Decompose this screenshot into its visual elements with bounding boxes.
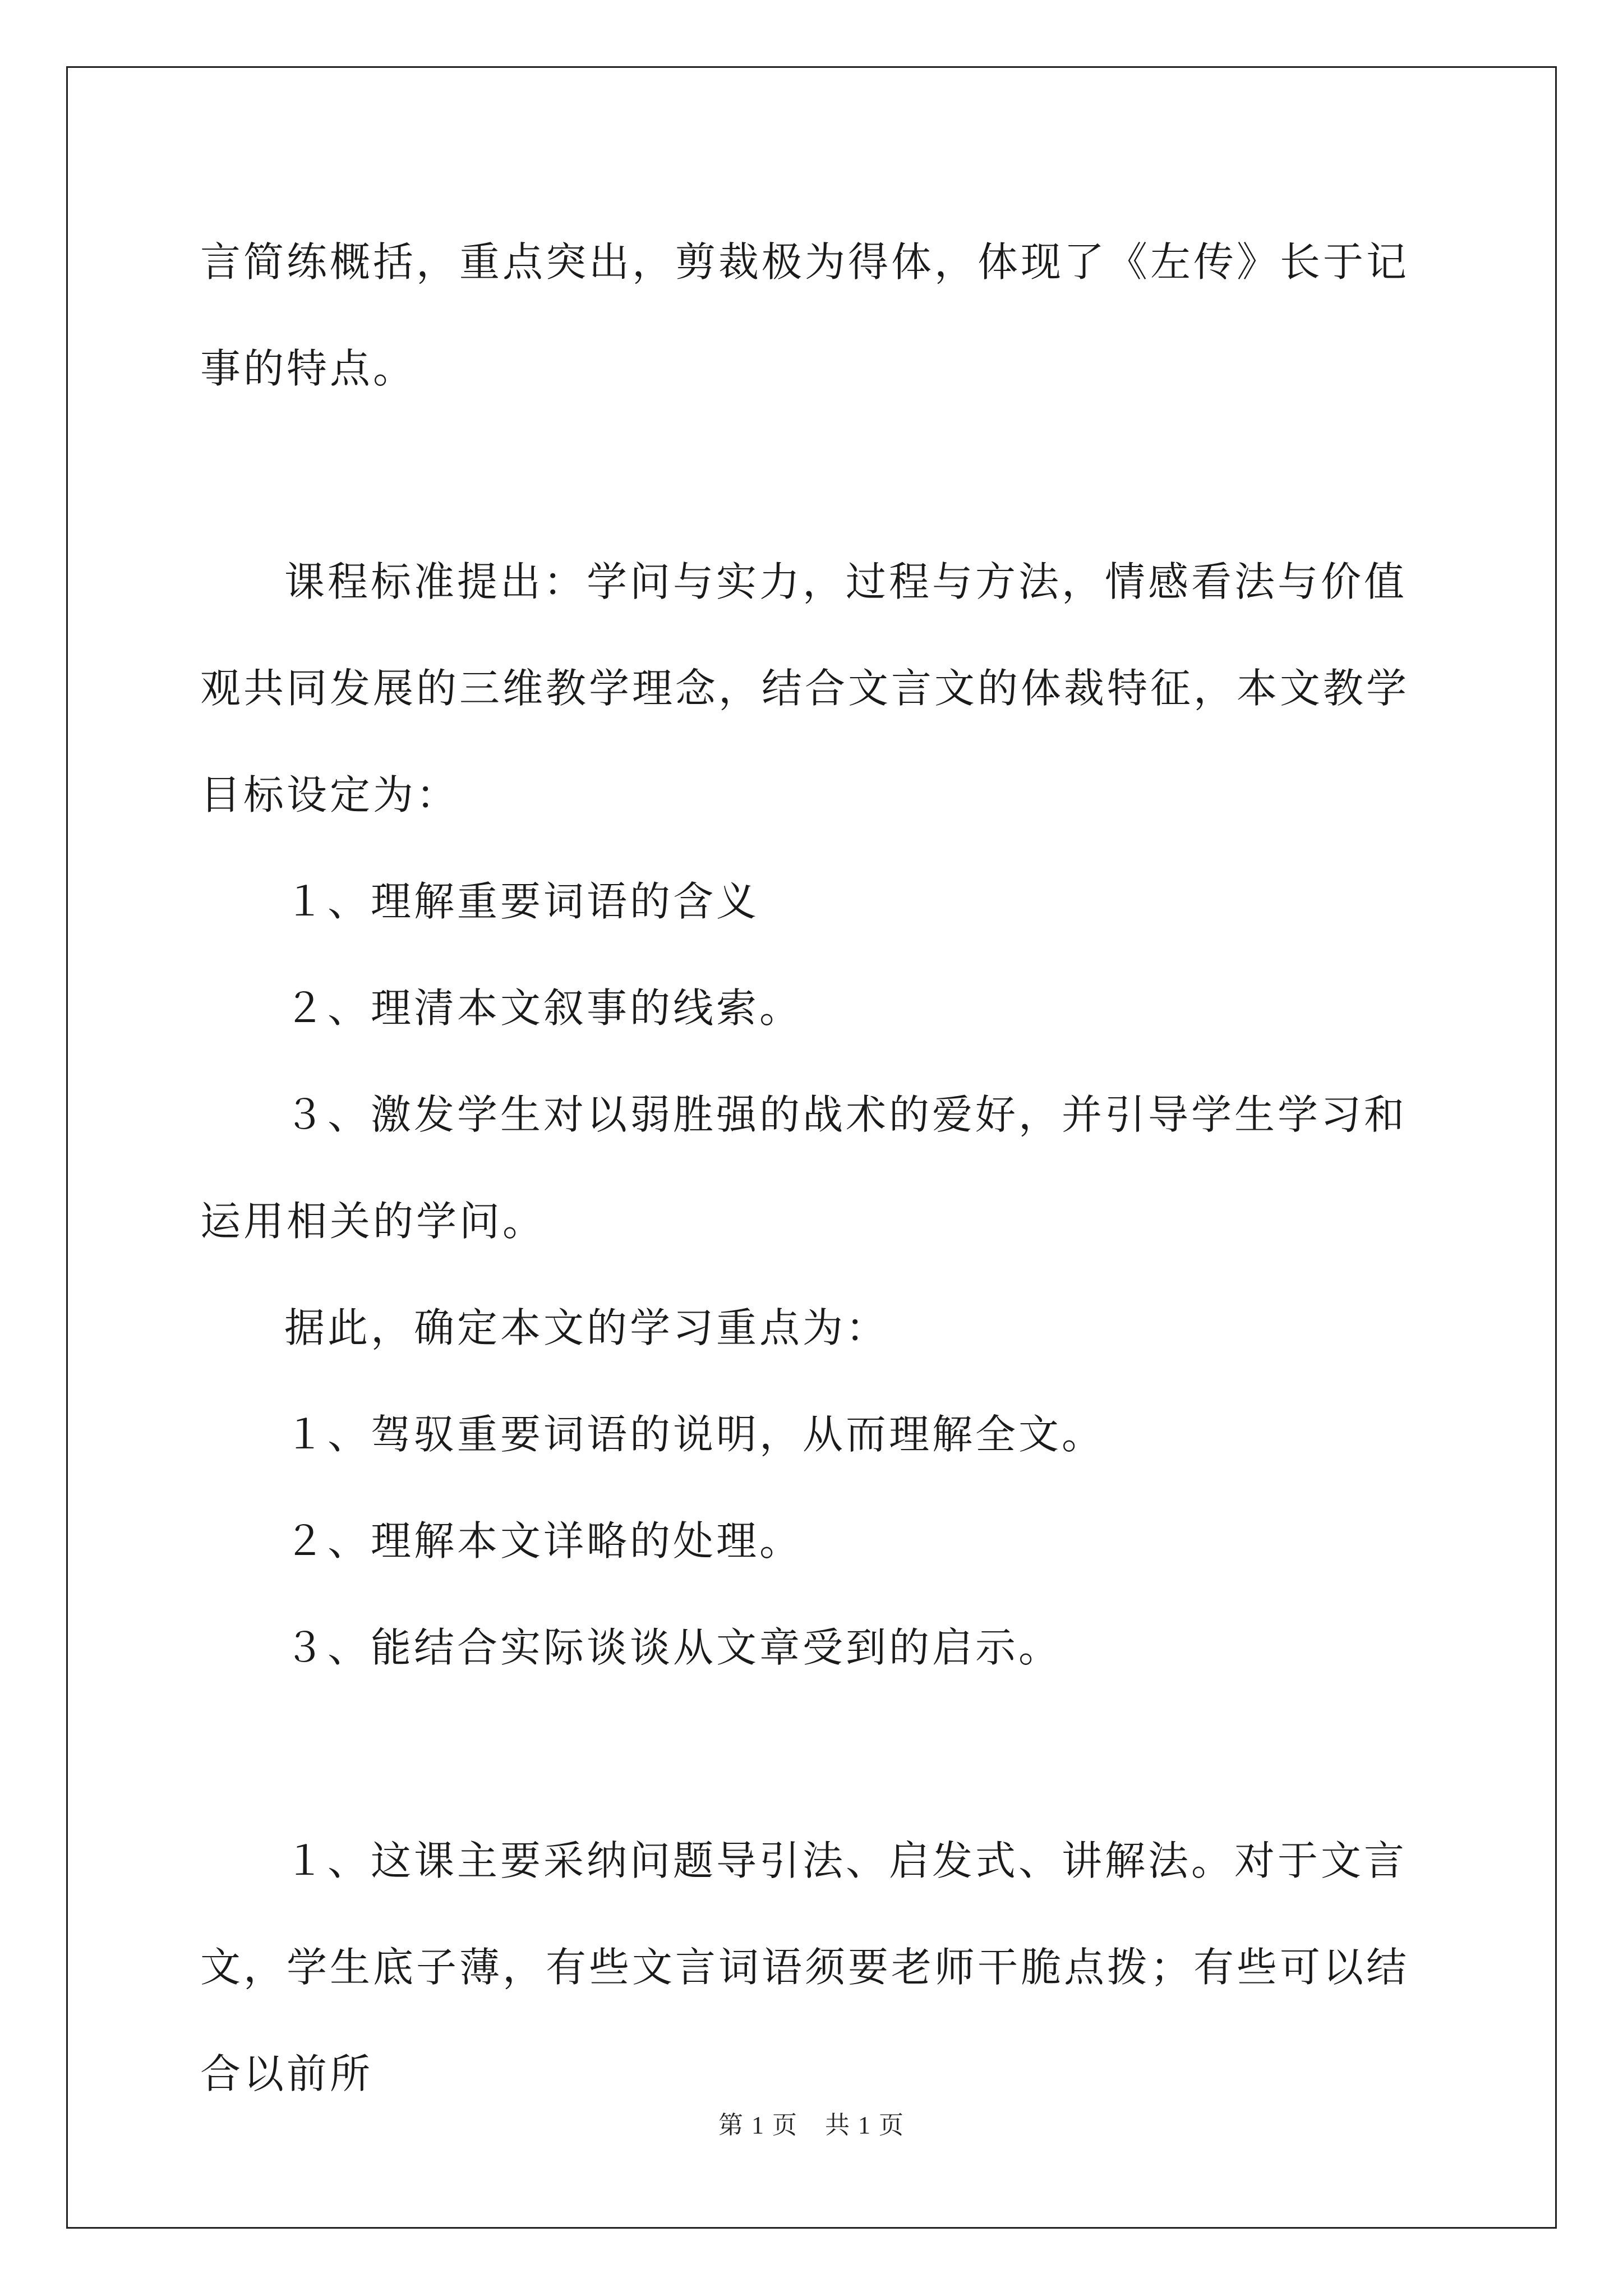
paragraph-key-points-intro: 据此，确定本文的学习重点为：	[284, 1304, 889, 1351]
list-item-key-point-1: １、驾驭重要词语的说明，从而理解全文。	[284, 1411, 1105, 1458]
document-body	[200, 209, 1428, 2127]
list-item-objective-1: １、理解重要词语的含义	[284, 878, 760, 925]
page-number: 第 1 页	[718, 2111, 798, 2139]
page-footer	[0, 2105, 1623, 2141]
paragraph-intro-tail: 言简练概括，重点突出，剪裁极为得体，体现了《左传》长于记事的特点。	[200, 238, 1410, 392]
list-item-objective-3: ３、激发学生对以弱胜强的战术的爱好，并引导学生学习和运用相关的学问。	[200, 1091, 1408, 1245]
list-item-method-1: １、这课主要采纳问题导引法、启发式、讲解法。对于文言文，学生底子薄，有些文言词语须要老师干脆点拨；有些可以结合以前所	[200, 1837, 1410, 2097]
paragraph-curriculum-standard: 课程标准提出：学问与实力，过程与方法，情感看法与价值观共同发展的三维教学理念，结合文言文的体裁特征，本文教学目标设定为：	[200, 558, 1410, 818]
list-item-objective-2: ２、理清本文叙事的线索。	[284, 984, 803, 1032]
page-total: 共 1 页	[825, 2111, 905, 2139]
list-item-key-point-3: ３、能结合实际谈谈从文章受到的启示。	[284, 1624, 1062, 1671]
list-item-key-point-2: ２、理解本文详略的处理。	[284, 1517, 803, 1565]
